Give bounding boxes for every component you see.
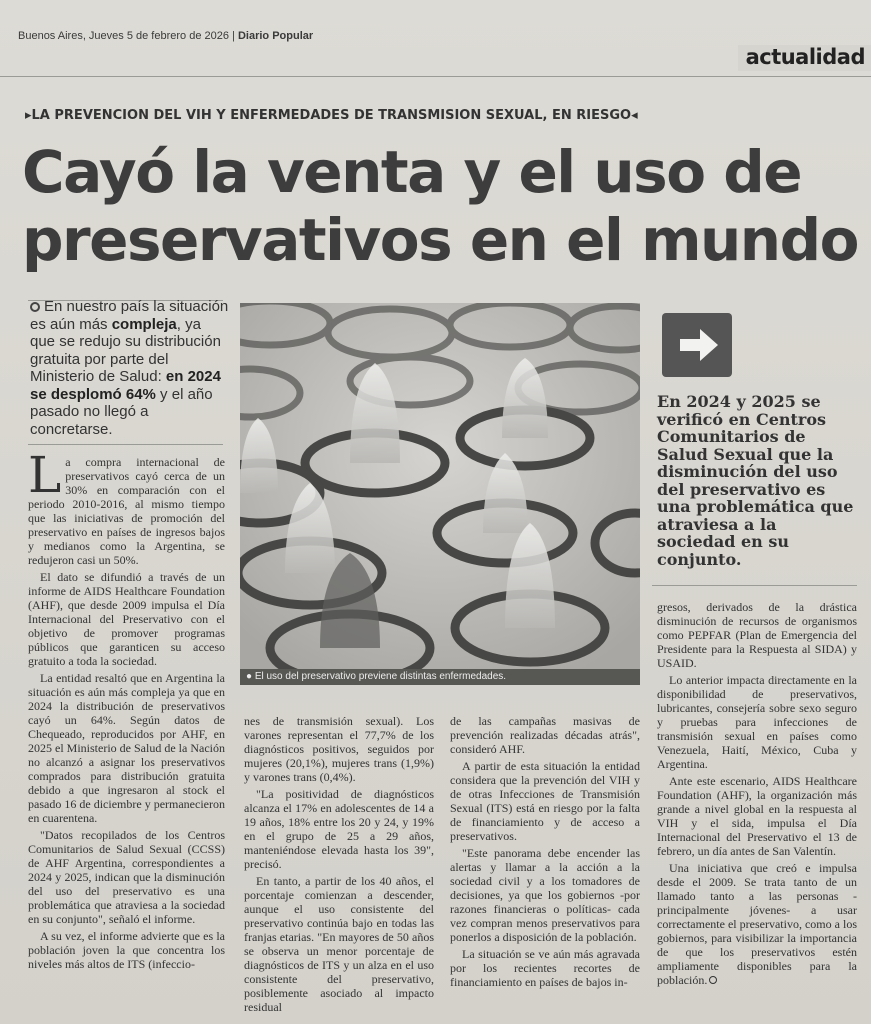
kicker: ▸LA PREVENCION DEL VIH Y ENFERMEDADES DE TRANSMISION SEXUAL, EN RIESGO◂	[25, 108, 638, 123]
pullquote-rule	[652, 585, 857, 586]
paragraph: Lo anterior impacta directamente en la disponibilidad de preservativos, lubricantes, consejería sobre sexo seguro y pruebas para infecciones de transmisión sexual en países como Venezuela, Haití, México, Cuba y Argentina.	[657, 673, 857, 771]
caption-text: El uso del preservativo previene distintas enfermedades.	[254, 671, 507, 682]
headline	[22, 138, 862, 274]
header-divider	[0, 76, 871, 77]
paragraph: "La positividad de diagnósticos alcanza el 17% en adolescentes de 14 a 19 años, 18% entre los 20 y 24, y 19% en el grupo de 25 a 29 años, manteniéndose elevada hasta los 39", precisó.	[244, 787, 434, 871]
lede-bottom-rule	[28, 444, 223, 445]
bullet-icon	[30, 302, 40, 312]
pull-quote: En 2024 y 2025 se verificó en Centros Comunitarios de Salud Sexual que la disminución del uso del preservativo es una problemática que atraviesa a la sociedad en su conjunto.	[657, 392, 854, 569]
paragraph: A partir de esta situación la entidad considera que la prevención del VIH y de otras Infecciones de Transmisión Sexual (ITS) está en riesgo por la falta de financiamiento y de acceso a preservativos.	[450, 759, 640, 843]
paragraph-text: a compra internacional de preservativos cayó cerca de un 30% en comparación con el periodo 2010-2016, al mismo tiempo que las iniciativas de promoción del preservativo en países de ingresos bajos y medianos como la Argentina, se redujeron casi un 50%.	[28, 455, 225, 567]
paragraph: de las campañas masivas de prevención realizadas décadas atrás", consideró AHF.	[450, 714, 640, 756]
article-column-2	[244, 714, 434, 1017]
paragraph: "Datos recopilados de los Centros Comunitarios de Salud Sexual (CCSS) de AHF Argentina, correspondientes a 2024 y 2025, indican que la disminución del uso del preservativo es una problemática que atraviesa a la sociedad en su conjunto", señaló el informe.	[28, 828, 225, 926]
caption-bullet-icon: ●	[246, 671, 255, 682]
paragraph: La entidad resaltó que en Argentina la situación es aún más compleja ya que en 2024 la distribución de preservativos cayó un 64%. Según datos de Chequeado, reproducidos por AHF, en 2025 el Ministerio de Salud de la Nación no alcanzó a asignar los preservativos comprados para distribución gratuita debido a que ingresaron al stock el pasado 16 de diciembre y permanecieron en cuarentena.	[28, 671, 225, 825]
paragraph: nes de transmisión sexual). Los varones representan el 77,7% de los diagnósticos positivos, seguidos por mujeres (20,1%), mujeres trans (1,9%) y varones trans (0,4%).	[244, 714, 434, 784]
paragraph: El dato se difundió a través de un informe de AIDS Healthcare Foundation (AHF), que desde 2009 impulsa el Día Internacional del Preservativo con el objetivo de promover programas públicos que garanticen su acceso gratuito a toda la sociedad.	[28, 570, 225, 668]
photo-caption	[240, 669, 640, 685]
section-tag: actualidad	[738, 45, 871, 71]
lede-text-2: , ya que se redujo su distribución gratuita por parte del Ministerio de Salud:	[30, 315, 221, 385]
paragraph	[28, 446, 225, 567]
paragraph	[657, 861, 857, 987]
lede-text-3: y el año pasado no llegó a concretarse.	[30, 385, 213, 438]
condoms-photo-illustration	[240, 303, 640, 669]
arrow-right-icon	[662, 313, 732, 377]
masthead-paper: Diario Popular	[237, 30, 314, 42]
paragraph: Ante este escenario, AIDS Healthcare Foundation (AHF), la organización más grande a nivel global en la respuesta al VIH y el sida, impulsa el Día Internacional del Preservativo el 13 de febrero, un día antes de San Valentín.	[657, 774, 857, 858]
lede	[30, 298, 230, 438]
paragraph-text: Una iniciativa que creó e impulsa desde el 2009. Se trata tanto de un llamado tanto a las personas -principalmente jóvenes- a usar correctamente el preservativo, como a los gobiernos, para visibilizar la importancia de que los preservativos estén ampliamente disponibles para la población.	[657, 861, 857, 987]
article-column-4	[657, 600, 857, 990]
lede-bold-2: en 2024 se desplomó 64%	[30, 368, 221, 403]
paragraph: "Este panorama debe encender las alertas y llamar a la acción a la sociedad civil y a los tomadores de decisiones, ya que los gobiernos -por razones financieras o políticas- cada vez compran menos preservativos para ponerlos a disposición de la población.	[450, 846, 640, 944]
masthead-date: Buenos Aires, Jueves 5 de febrero de 2026	[18, 30, 229, 42]
headline-line-2: preservativos en el mundo	[22, 206, 858, 274]
end-mark-icon	[709, 976, 717, 984]
headline-line-1: Cayó la venta y el uso de	[22, 138, 802, 206]
masthead	[18, 30, 313, 42]
article-column-1	[28, 446, 225, 974]
lede-text-1: En nuestro país la situación es aún más	[30, 298, 229, 333]
article-column-3	[450, 714, 640, 992]
condoms-photo	[240, 303, 640, 669]
paragraph: En tanto, a partir de los 40 años, el porcentaje comienzan a descender, aunque el uso consistente del preservativo continúa bajo en todas las franjas etarias. "En mayores de 50 años se observa un menor porcentaje de diagnósticos de ITS y un alza en el uso consistente del preservativo, posiblemente asociado al impacto residual	[244, 874, 434, 1014]
paragraph: La situación se ve aún más agravada por los recientes recortes de financiamiento en países de bajos in-	[450, 947, 640, 989]
paragraph: gresos, derivados de la drástica disminución de recursos de organismos como PEPFAR (Plan de Emergencia del Presidente para la Respuesta al SIDA) y USAID.	[657, 600, 857, 670]
lede-bold-1: compleja	[111, 315, 177, 333]
masthead-separator: |	[232, 30, 235, 42]
arrow-right-glyph	[662, 313, 732, 377]
paragraph: A su vez, el informe advierte que es la población joven la que concentra los niveles más altos de ITS (infeccio-	[28, 929, 225, 971]
drop-cap: L	[28, 446, 62, 504]
